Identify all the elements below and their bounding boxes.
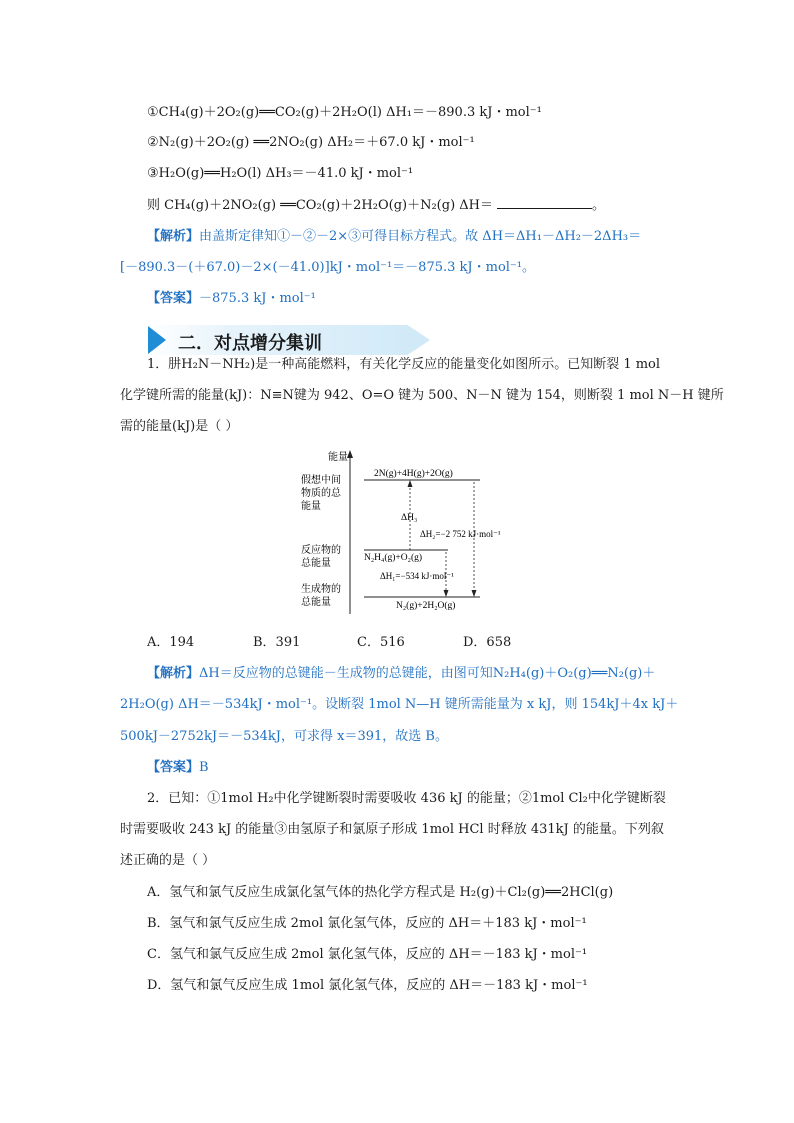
question-1-line-1: 1．肼H₂N－NH₂)是一种高能燃料，有关化学反应的能量变化如图所示。已知断裂 1 mol — [147, 357, 661, 372]
target-reaction — [147, 196, 605, 215]
react-label-1: 反应物的 — [301, 545, 341, 556]
analysis-2-text-1: ΔH＝反应物的总键能－生成物的总键能，由图可知N₂H₄(g)＋O₂(g)══N₂(g)＋ — [199, 666, 656, 681]
bottom-level-label: N₂(g)+2H₂O(g) — [396, 601, 456, 611]
dh3-label: ΔH₃ — [401, 513, 418, 523]
dh1-label: ΔH₁=−534 kJ·mol⁻¹ — [380, 571, 454, 581]
q2-option-b: B．氢气和氯气反应生成 2mol 氯化氢气体，反应的 ΔH＝＋183 kJ・mol⁻¹ — [147, 916, 587, 931]
answer-1 — [147, 290, 316, 308]
hyp-label-3: 能量 — [301, 501, 321, 512]
prod-label-1: 生成物的 — [301, 584, 341, 595]
answer-tag: 【答案】 — [147, 291, 200, 306]
dh3-arrowhead-icon — [408, 480, 413, 487]
reaction-3: ③H₂O(g)══H₂O(l) ΔH₃＝－41.0 kJ・mol⁻¹ — [147, 166, 414, 181]
reaction-1: ①CH₄(g)＋2O₂(g)══CO₂(g)＋2H₂O(l) ΔH₁＝－890.3 kJ・mol⁻¹ — [147, 105, 542, 120]
analysis-2-line-3: 500kJ－2752kJ＝－534kJ，可求得 x＝391，故选 B。 — [120, 729, 448, 744]
section-arrow-icon — [148, 326, 166, 354]
answer-2-tag: 【答案】 — [147, 760, 200, 775]
q1-option-a: A．194 — [147, 635, 195, 650]
question-2-line-1: 2．已知：①1mol H₂中化学键断裂时需要吸收 436 kJ 的能量；②1mol Cl₂中化学键断裂 — [147, 791, 666, 806]
q1-option-b: B．391 — [253, 635, 301, 650]
hyp-label-2: 物质的总 — [301, 488, 341, 499]
question-2-line-3: 述正确的是（ ） — [120, 853, 216, 868]
target-reaction-end: 。 — [592, 198, 606, 213]
q1-option-c: C．516 — [357, 635, 405, 650]
analysis-1-line-1 — [147, 228, 641, 246]
dh2-label: ΔH₂=−2 752 kJ·mol⁻¹ — [420, 529, 501, 539]
analysis-tag: 【解析】 — [147, 229, 200, 244]
question-1-line-3: 需的能量(kJ)是（ ） — [120, 419, 239, 434]
dh2-arrowhead-icon — [472, 590, 477, 597]
question-2-line-2: 时需要吸收 243 kJ 的能量③由氢原子和氯原子形成 1mol HCl 时释放 431kJ 的能量。下列叙 — [120, 822, 664, 837]
analysis-1-line-2: [－890.3－(＋67.0)－2×(－41.0)]kJ・mol⁻¹＝－875.3 kJ・mol⁻¹。 — [120, 260, 535, 275]
react-label-2: 总能量 — [301, 558, 331, 569]
answer-2 — [147, 759, 209, 777]
analysis-2-line-2: 2H₂O(g) ΔH＝－534kJ・mol⁻¹。设断裂 1mol N—H 键所需能量为 x kJ，则 154kJ＋4x kJ＋ — [120, 697, 679, 712]
answer-1-value: －875.3 kJ・mol⁻¹ — [199, 291, 316, 306]
dh1-arrowhead-icon — [444, 590, 449, 597]
answer-blank — [497, 196, 592, 209]
mid-level-label: N₂H₄(g)+O₂(g) — [364, 553, 423, 563]
q2-option-a: A．氢气和氯气反应生成氯化氢气体的热化学方程式是 H₂(g)＋Cl₂(g)══2HCl(g) — [147, 885, 614, 900]
section-title: 二．对点增分集训 — [178, 333, 322, 354]
analysis-2-tag: 【解析】 — [147, 666, 200, 681]
hyp-label-1: 假想中间 — [301, 475, 341, 486]
question-1-line-2: 化学键所需的能量(kJ)：N≡N键为 942、O=O 键为 500、N－N 键为 154，则断裂 1 mol N－H 键所 — [120, 388, 724, 403]
analysis-2-line-1 — [147, 665, 655, 683]
analysis-1-text-1: 由盖斯定律知①－②－2×③可得目标方程式。故 ΔH＝ΔH₁－ΔH₂－2ΔH₃＝ — [199, 229, 642, 244]
prod-label-2: 总能量 — [301, 597, 331, 608]
q2-option-c: C．氢气和氯气反应生成 2mol 氯化氢气体，反应的 ΔH＝－183 kJ・mol⁻¹ — [147, 947, 588, 962]
target-reaction-text: 则 CH₄(g)＋2NO₂(g) ══CO₂(g)＋2H₂O(g)＋N₂(g) ΔH＝ — [147, 198, 493, 213]
q1-option-d: D．658 — [463, 635, 512, 650]
q2-option-d: D．氢气和氯气反应生成 1mol 氯化氢气体，反应的 ΔH＝－183 kJ・mol⁻¹ — [147, 978, 588, 993]
energy-diagram — [298, 446, 522, 616]
reaction-2: ②N₂(g)＋2O₂(g) ══2NO₂(g) ΔH₂＝＋67.0 kJ・mol⁻¹ — [147, 135, 475, 150]
top-level-label: 2N(g)+4H(g)+2O(g) — [374, 469, 453, 479]
energy-axis-label: 能量 — [328, 452, 348, 463]
answer-2-value: B — [199, 760, 209, 775]
section-banner — [148, 325, 430, 355]
